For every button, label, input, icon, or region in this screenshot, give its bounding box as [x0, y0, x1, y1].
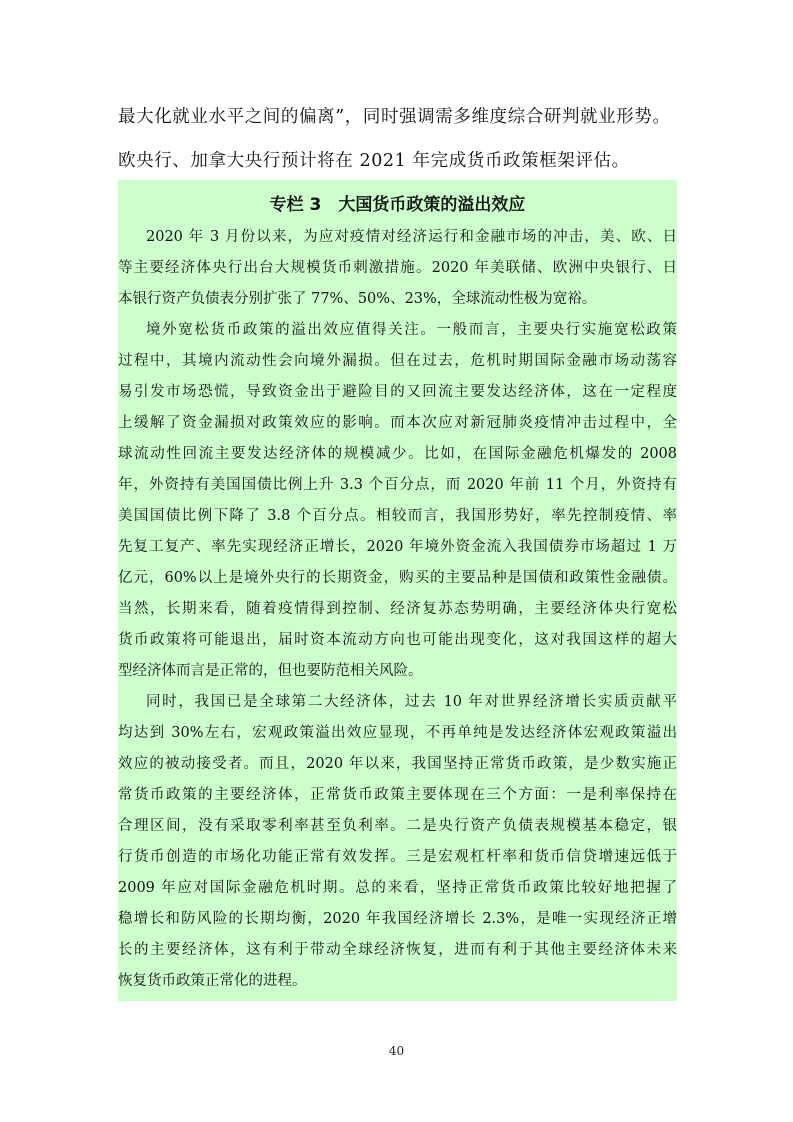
intro-line-1: 最大化就业水平之间的偏离”，同时强调需多维度综合研判就业形势。 [118, 107, 671, 127]
paragraph-line: 货币政策将可能退出，届时资本流动方向也可能出现变化，这对我国这样的超大 [118, 632, 677, 648]
paragraph-line: 美国国债比例下降了 3.8 个百分点。相较而言，我国形势好，率先控制疫情、率 [118, 508, 677, 524]
paragraph-line: 效应的被动接受者。而且，2020 年以来，我国坚持正常货币政策，是少数实施正 [118, 756, 677, 772]
column-title: 专栏 3 大国货币政策的溢出效应 [269, 195, 526, 215]
paragraph-line: 过程中，其境内流动性会向境外漏损。但在过去，危机时期国际金融市场动荡容 [118, 353, 677, 369]
column-box [118, 180, 677, 1001]
paragraph-line: 常货币政策的主要经济体，正常货币政策主要体现在三个方面：一是利率保持在 [118, 787, 677, 803]
paragraph-line: 本银行资产负债表分别扩张了 77%、50%、23%，全球流动性极为宽裕。 [118, 291, 597, 307]
paragraph-line: 年，外资持有美国国债比例上升 3.3 个百分点，而 2020 年前 11 个月，外资持有 [118, 477, 677, 493]
paragraph-line: 同时，我国已是全球第二大经济体，过去 10 年对世界经济增长实质贡献平 [146, 694, 677, 710]
column-body [118, 222, 677, 997]
paragraph-line: 先复工复产、率先实现经济正增长，2020 年境外资金流入我国债券市场超过 1 万 [118, 539, 677, 555]
paragraph-line: 合理区间，没有采取零利率甚至负利率。二是央行资产负债表规模基本稳定，银 [118, 818, 677, 834]
paragraph-line: 2009 年应对国际金融危机时期。总的来看，坚持正常货币政策比较好地把握了 [118, 880, 677, 896]
paragraph-line: 亿元，60%以上是境外央行的长期资金，购买的主要品种是国债和政策性金融债。 [118, 570, 677, 586]
paragraph-line: 上缓解了资金漏损对政策效应的影响。而本次应对新冠肺炎疫情冲击过程中，全 [118, 415, 677, 431]
paragraph-line: 球流动性回流主要发达经济体的规模减少。比如，在国际金融危机爆发的 2008 [118, 446, 677, 462]
paragraph-line: 当然，长期来看，随着疫情得到控制、经济复苏态势明确，主要经济体央行宽松 [118, 601, 677, 617]
paragraph-line: 恢复货币政策正常化的进程。 [118, 973, 307, 989]
paragraph-line: 长的主要经济体，这有利于带动全球经济恢复，进而有利于其他主要经济体未来 [118, 942, 677, 958]
paragraph-line: 易引发市场恐慌，导致资金出于避险目的又回流主要发达经济体，这在一定程度 [118, 384, 677, 400]
paragraph-line: 2020 年 3 月份以来，为应对疫情对经济运行和金融市场的冲击，美、欧、日 [146, 229, 677, 245]
paragraph-line: 型经济体而言是正常的，但也要防范相关风险。 [118, 663, 423, 679]
paragraph-line: 均达到 30%左右，宏观政策溢出效应显现，不再单纯是发达经济体宏观政策溢出 [118, 725, 677, 741]
paragraph-line: 稳增长和防风险的长期均衡，2020 年我国经济增长 2.3%，是唯一实现经济正增 [118, 911, 677, 927]
page-number: 40 [388, 1044, 405, 1058]
intro-line-2: 欧央行、加拿大央行预计将在 2021 年完成货币政策框架评估。 [118, 151, 630, 171]
paragraph-line: 行货币创造的市场化功能正常有效发挥。三是宏观杠杆率和货币信贷增速远低于 [118, 849, 677, 865]
paragraph-line: 境外宽松货币政策的溢出效应值得关注。一般而言，主要央行实施宽松政策 [146, 322, 677, 338]
paragraph-line: 等主要经济体央行出台大规模货币刺激措施。2020 年美联储、欧洲中央银行、日 [118, 260, 677, 276]
